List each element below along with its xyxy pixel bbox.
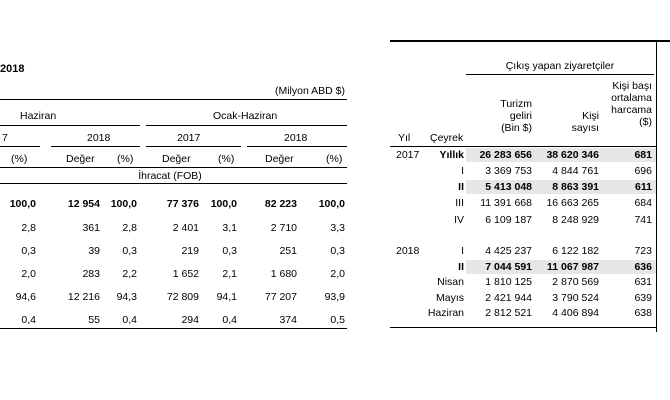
left-table-cell: 2 710 (270, 222, 297, 234)
row-harcama: 681 (634, 149, 652, 161)
left-table-cell: 1 652 (172, 268, 199, 280)
kisi-header-2: sayısı (571, 122, 599, 134)
left-table-cell: 0,3 (21, 245, 36, 257)
left-period-ocak-haziran: Ocak-Haziran (213, 110, 278, 122)
left-table-cell: 93,9 (324, 291, 345, 303)
row-turizm-geliri: 1 810 125 (485, 276, 532, 288)
row-ceyrek: Yıllık (439, 149, 464, 161)
left-section-title: İhracat (FOB) (138, 170, 202, 182)
left-table-cell: 1 680 (270, 268, 297, 280)
left-table-cell: 100,0 (9, 198, 36, 210)
row-harcama: 696 (634, 165, 652, 177)
row-turizm-geliri: 11 391 668 (480, 197, 532, 209)
row-turizm-geliri: 4 425 237 (485, 245, 532, 257)
row-yil: 2017 (396, 149, 420, 161)
row-ceyrek: IV (454, 214, 464, 226)
left-table-cell: 3,3 (330, 222, 345, 234)
left-table-unit: (Milyon ABD $) (274, 85, 345, 97)
row-kisi-sayisi: 4 406 894 (552, 307, 599, 319)
row-kisi-sayisi: 2 870 569 (552, 276, 599, 288)
row-kisi-sayisi: 11 067 987 (547, 261, 599, 273)
row-kisi-sayisi: 8 248 929 (552, 214, 599, 226)
right-column-divider (656, 40, 657, 332)
left-table-cell: 0,4 (222, 314, 237, 326)
row-kisi-sayisi: 16 663 265 (546, 197, 599, 209)
left-table-cell: 12 216 (67, 291, 100, 303)
left-table-cell: 94,1 (216, 291, 237, 303)
row-ceyrek: II (458, 261, 464, 273)
left-year-2018-b: 2018 (284, 132, 308, 144)
left-header-rule (0, 167, 347, 168)
turizm-header-1: Turizm (500, 98, 532, 110)
left-table-cell: 12 954 (67, 198, 100, 210)
right-col-ceyrek: Çeyrek (430, 132, 464, 144)
left-table-cell: 2,0 (21, 268, 36, 280)
left-year-rule-3 (146, 146, 241, 147)
row-ceyrek: Mayıs (435, 292, 464, 304)
left-period-rule-1 (0, 125, 140, 126)
row-kisi-sayisi: 8 863 391 (552, 181, 599, 193)
left-table-cell: 219 (181, 245, 199, 257)
left-table-cell: 251 (279, 245, 297, 257)
left-year-rule-2 (51, 146, 140, 147)
right-top-rule (390, 40, 670, 42)
left-year-2017-a: 7 (2, 132, 8, 144)
left-col-header: (%) (11, 153, 28, 165)
left-table-cell: 2,8 (122, 222, 137, 234)
left-col-header: Değer (162, 153, 191, 165)
left-table-cell: 39 (88, 245, 100, 257)
left-col-header: (%) (218, 153, 235, 165)
row-turizm-geliri: 2 421 944 (485, 292, 532, 304)
left-table-cell: 94,6 (15, 291, 36, 303)
left-table-cell: 2,0 (330, 268, 345, 280)
row-turizm-geliri: 2 812 521 (485, 307, 532, 319)
left-period-haziran: Haziran (20, 110, 57, 122)
left-table-cell: 100,0 (110, 198, 137, 210)
row-harcama: 631 (634, 276, 652, 288)
row-harcama: 684 (634, 197, 652, 209)
row-turizm-geliri: 6 109 187 (485, 214, 532, 226)
left-year-2018-a: 2018 (87, 132, 111, 144)
left-year-2017-b: 2017 (177, 132, 201, 144)
left-table-cell: 374 (279, 314, 297, 326)
left-col-header: (%) (117, 153, 134, 165)
row-turizm-geliri: 5 413 048 (485, 181, 532, 193)
row-kisi-sayisi: 3 790 524 (552, 292, 599, 304)
left-table-cell: 55 (88, 314, 100, 326)
left-table-cell: 294 (181, 314, 199, 326)
left-section-rule (0, 183, 347, 184)
row-harcama: 611 (635, 181, 652, 193)
right-header-rule (390, 146, 656, 147)
row-kisi-sayisi: 4 844 761 (552, 165, 599, 177)
right-bottom-rule (390, 327, 656, 328)
left-table-cell: 2,1 (222, 268, 237, 280)
left-top-rule (0, 99, 347, 100)
row-harcama: 723 (634, 245, 652, 257)
left-table-cell: 82 223 (264, 198, 297, 210)
right-group-rule (466, 74, 654, 75)
left-table-cell: 0,4 (21, 314, 36, 326)
left-table-cell: 3,1 (222, 222, 237, 234)
left-col-header: Değer (265, 153, 294, 165)
harcama-header-2: ortalama (611, 92, 652, 104)
left-table-cell: 0,3 (330, 245, 345, 257)
left-period-rule-2 (146, 125, 347, 126)
left-table-cell: 100,0 (210, 198, 237, 210)
harcama-header-3: harcama (611, 104, 652, 116)
left-year-rule-4 (247, 146, 347, 147)
row-kisi-sayisi: 38 620 346 (546, 149, 599, 161)
left-bottom-rule (0, 328, 347, 329)
row-harcama: 638 (634, 307, 652, 319)
left-col-header: (%) (326, 153, 343, 165)
left-table-year: 2018 (0, 63, 25, 75)
row-ceyrek: III (455, 197, 464, 209)
row-yil: 2018 (396, 245, 420, 257)
left-table-cell: 0,3 (222, 245, 237, 257)
left-table-cell: 94,3 (116, 291, 137, 303)
left-table-cell: 72 809 (166, 291, 199, 303)
row-ceyrek: Haziran (427, 307, 464, 319)
left-table-cell: 77 376 (166, 198, 199, 210)
row-harcama: 639 (634, 292, 652, 304)
row-turizm-geliri: 26 283 656 (479, 149, 532, 161)
left-table-cell: 283 (82, 268, 100, 280)
row-turizm-geliri: 7 044 591 (485, 261, 532, 273)
row-ceyrek: I (461, 165, 464, 177)
kisi-header-1: Kişi (582, 110, 599, 122)
row-kisi-sayisi: 6 122 182 (552, 245, 599, 257)
row-ceyrek: Nisan (437, 276, 464, 288)
row-harcama: 741 (634, 214, 652, 226)
harcama-header-1: Kişi başı (612, 80, 652, 92)
right-col-yil: Yıl (398, 132, 411, 144)
harcama-header-4: ($) (639, 116, 652, 128)
left-table-cell: 2,2 (122, 268, 137, 280)
left-table-cell: 2 401 (172, 222, 199, 234)
turizm-header-2: geliri (509, 110, 532, 122)
left-table-cell: 77 207 (264, 291, 297, 303)
left-col-header: Değer (66, 153, 95, 165)
row-ceyrek: II (458, 181, 464, 193)
row-turizm-geliri: 3 369 753 (485, 165, 532, 177)
row-ceyrek: I (461, 245, 464, 257)
left-table-cell: 0,4 (122, 314, 137, 326)
turizm-header-3: (Bin $) (501, 122, 532, 134)
left-table-cell: 100,0 (318, 198, 345, 210)
right-group-header: Çıkış yapan ziyaretçiler (505, 60, 615, 72)
row-harcama: 636 (634, 261, 652, 273)
left-table-cell: 361 (82, 222, 100, 234)
left-table-cell: 0,5 (330, 314, 345, 326)
left-table-cell: 2,8 (21, 222, 36, 234)
left-table-cell: 0,3 (122, 245, 137, 257)
left-year-rule-1 (0, 146, 40, 147)
